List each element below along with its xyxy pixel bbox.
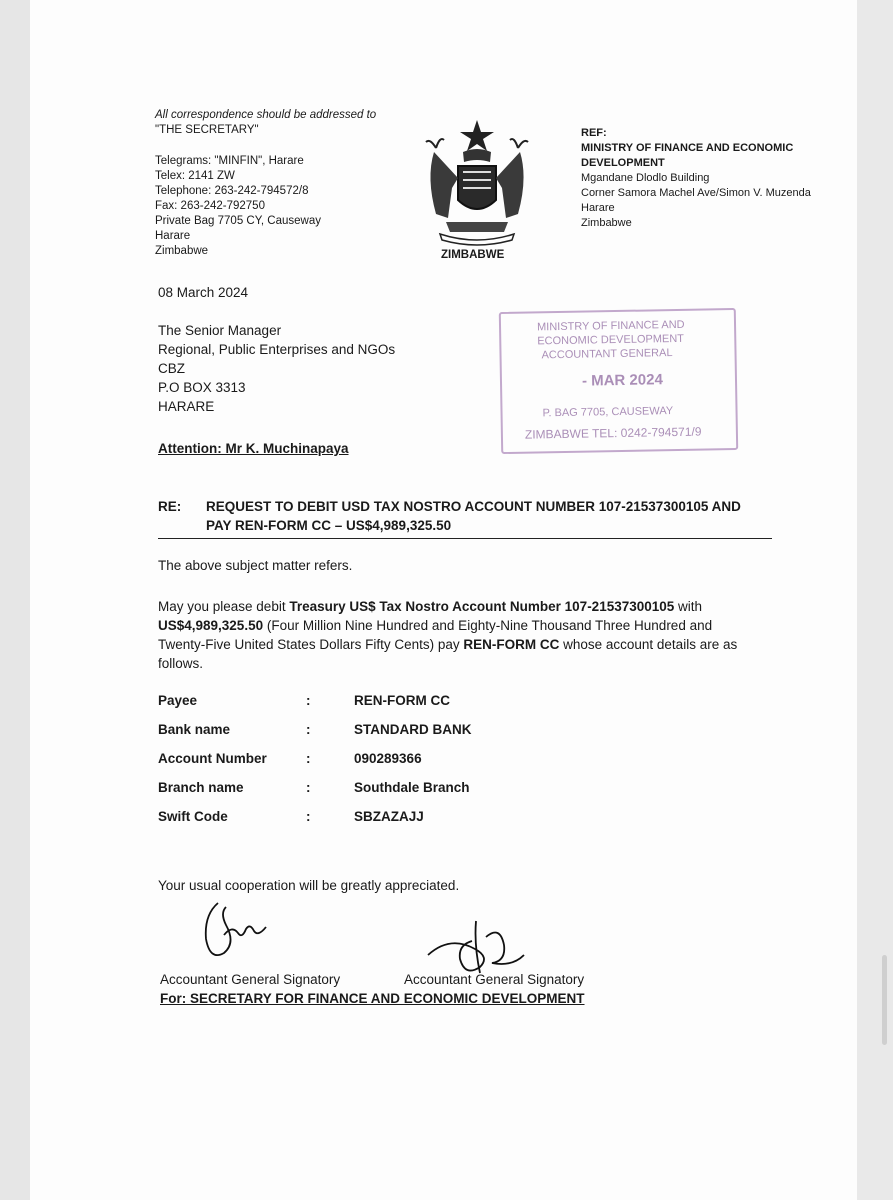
stamp-line-4: P. BAG 7705, CAUSEWAY xyxy=(542,405,674,420)
detail-separator: : xyxy=(306,693,311,708)
scan-margin-left xyxy=(0,0,30,1200)
ministry-corner: Corner Samora Machel Ave/Simon V. Muzenda xyxy=(581,187,811,199)
detail-value: SBZAZAJJ xyxy=(354,809,424,824)
detail-value: 090289366 xyxy=(354,751,422,766)
secretary-note: "THE SECRETARY" xyxy=(155,124,259,136)
letter-date: 08 March 2024 xyxy=(158,285,249,300)
ministry-building: Mgandane Dlodlo Building xyxy=(581,172,710,184)
ref-label: REF: xyxy=(581,127,607,139)
ministry-city: Harare xyxy=(581,202,615,214)
scrollbar[interactable] xyxy=(882,955,887,1045)
p2-account: Treasury US$ Tax Nostro Account Number 107-21537300105 xyxy=(289,599,675,614)
for-secretary-line: For: SECRETARY FOR FINANCE AND ECONOMIC DEVELOPMENT xyxy=(160,991,585,1006)
detail-label: Branch name xyxy=(158,780,244,795)
sender-city: Harare xyxy=(155,230,191,242)
detail-separator: : xyxy=(306,722,311,737)
stamp-line-3: ACCOUNTANT GENERAL xyxy=(541,347,673,362)
ministry-block xyxy=(581,126,811,231)
subject-label: RE: xyxy=(158,499,182,514)
detail-value: Southdale Branch xyxy=(354,780,470,795)
received-stamp xyxy=(499,308,738,454)
emblem-caption: ZIMBABWE xyxy=(441,249,505,261)
signatory-left: Accountant General Signatory xyxy=(160,972,341,987)
correspondence-note: All correspondence should be addressed to xyxy=(155,109,377,121)
sender-country: Zimbabwe xyxy=(155,245,209,257)
fax: Fax: 263-242-792750 xyxy=(155,200,265,212)
detail-separator: : xyxy=(306,780,311,795)
p2-amount: US$4,989,325.50 xyxy=(158,618,264,633)
subject-line-2: PAY REN-FORM CC – US$4,989,325.50 xyxy=(206,518,452,533)
stamp-line-5: ZIMBABWE TEL: 0242-794571/9 xyxy=(524,424,702,442)
subject-divider xyxy=(158,538,772,539)
stamp-line-2: ECONOMIC DEVELOPMENT xyxy=(537,332,685,348)
closing-text: Your usual cooperation will be greatly appreciated. xyxy=(158,878,460,893)
subject-line-1: REQUEST TO DEBIT USD TAX NOSTRO ACCOUNT NUMBER 107-21537300105 AND xyxy=(206,499,741,514)
recipient-department: Regional, Public Enterprises and NGOs xyxy=(158,342,396,357)
p2-text-a: May you please debit xyxy=(158,599,290,614)
detail-label: Swift Code xyxy=(158,809,228,824)
paragraph-2 xyxy=(158,597,772,673)
sender-contact xyxy=(155,154,321,259)
paragraph-1: The above subject matter refers. xyxy=(158,558,353,573)
recipient-block xyxy=(158,321,395,416)
ministry-country: Zimbabwe xyxy=(581,217,632,229)
recipient-title: The Senior Manager xyxy=(158,323,282,338)
detail-value: STANDARD BANK xyxy=(354,722,472,737)
ministry-name-1: MINISTRY OF FINANCE AND ECONOMIC xyxy=(581,142,794,154)
private-bag: Private Bag 7705 CY, Causeway xyxy=(155,215,321,227)
p2-text-e: (Four Million Nine Hundred and Eighty-Nine Thousand Three Hundred and xyxy=(263,618,713,633)
telex: Telex: 2141 ZW xyxy=(155,170,235,182)
detail-value: REN-FORM CC xyxy=(354,693,450,708)
p2-text-h: whose account details are as xyxy=(559,637,738,652)
subject-block xyxy=(206,497,741,535)
signature-left-icon xyxy=(196,895,276,975)
stamp-date: - MAR 2024 xyxy=(581,371,663,390)
sender-block xyxy=(155,108,376,138)
p2-text-i: follows. xyxy=(158,656,204,671)
detail-label: Payee xyxy=(158,693,198,708)
detail-separator: : xyxy=(306,751,311,766)
recipient-bank: CBZ xyxy=(158,361,185,376)
detail-separator: : xyxy=(306,809,311,824)
stamp-line-1: MINISTRY OF FINANCE AND xyxy=(536,318,685,334)
recipient-box: P.O BOX 3313 xyxy=(158,380,246,395)
telephone: Telephone: 263-242-794572/8 xyxy=(155,185,309,197)
detail-label: Account Number xyxy=(158,751,267,766)
coat-of-arms-icon xyxy=(418,118,536,248)
signatory-right: Accountant General Signatory xyxy=(404,972,585,987)
p2-payee: REN-FORM CC xyxy=(463,637,560,652)
detail-label: Bank name xyxy=(158,722,231,737)
p2-text-c: with xyxy=(674,599,703,614)
recipient-city: HARARE xyxy=(158,399,215,414)
scan-margin-right xyxy=(857,0,893,1200)
telegrams: Telegrams: "MINFIN", Harare xyxy=(155,155,304,167)
p2-text-f: Twenty-Five United States Dollars Fifty Cents) pay xyxy=(158,637,464,652)
ministry-name-2: DEVELOPMENT xyxy=(581,157,665,169)
attention-line: Attention: Mr K. Muchinapaya xyxy=(158,441,349,456)
